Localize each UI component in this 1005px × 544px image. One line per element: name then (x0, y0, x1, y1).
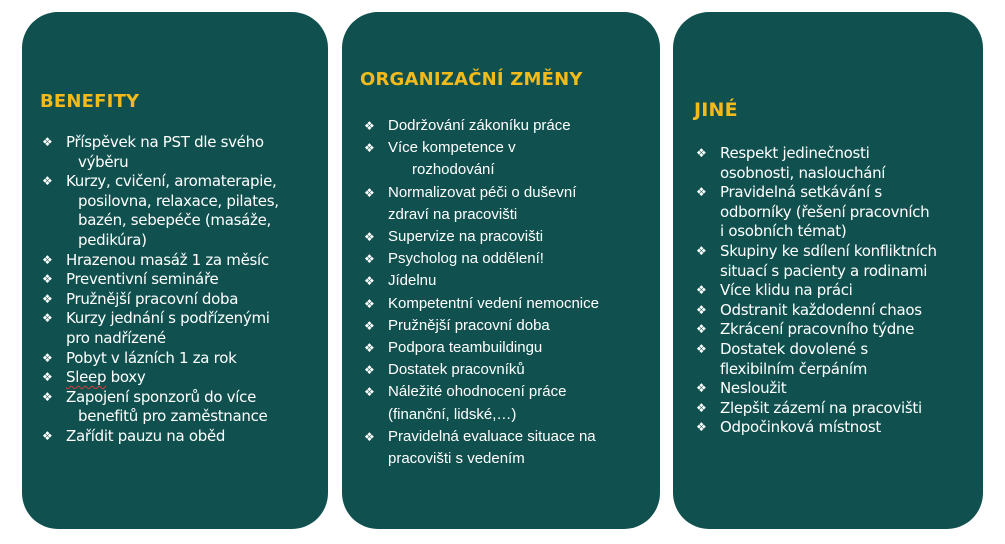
item-line: Odstranit každodenní chaos (720, 300, 922, 319)
item-line: Zapojení sponzorů do více (66, 387, 257, 406)
list-item (40, 368, 322, 388)
diamond-bullet-icon: ❖ (364, 185, 375, 200)
item-line: Pružnější pracovní doba (66, 289, 239, 308)
diamond-bullet-icon: ❖ (42, 252, 53, 267)
diamond-bullet-icon: ❖ (364, 230, 375, 245)
list-item (694, 340, 976, 379)
list-item (694, 418, 976, 438)
list-item (694, 144, 976, 183)
list-item (40, 251, 322, 271)
item-line: Psycholog na oddělení! (388, 250, 544, 268)
bullet-list (362, 115, 654, 470)
diamond-bullet-icon: ❖ (696, 302, 707, 317)
card-heading: JINÉ (694, 99, 738, 121)
list-item (362, 337, 654, 359)
diamond-bullet-icon: ❖ (42, 350, 53, 365)
item-line: i osobních témat) (720, 222, 847, 241)
item-line: Zlepšit zázemí na pracovišti (720, 398, 922, 417)
item-line: flexibilním čerpáním (720, 359, 868, 378)
diamond-bullet-icon: ❖ (42, 311, 53, 326)
item-line: Nesloužit (720, 379, 787, 398)
item-line: Kurzy, cvičení, aromaterapie, (66, 172, 277, 191)
item-line: Pružnější pracovní doba (388, 316, 550, 334)
item-text-rest: boxy (106, 368, 146, 387)
diamond-bullet-icon: ❖ (696, 185, 707, 200)
card-heading: BENEFITY (40, 91, 140, 112)
list-item (694, 281, 976, 301)
diamond-bullet-icon: ❖ (42, 389, 53, 404)
card-benefity (22, 12, 328, 529)
list-item (362, 293, 654, 315)
diamond-bullet-icon: ❖ (696, 146, 707, 160)
list-item (40, 349, 322, 369)
list-item (694, 301, 976, 321)
diamond-bullet-icon: ❖ (364, 119, 375, 133)
diamond-bullet-icon: ❖ (364, 385, 375, 400)
list-item (40, 133, 322, 172)
list-item (362, 426, 654, 470)
diamond-bullet-icon: ❖ (696, 243, 707, 258)
item-line: Pravidelná setkávání s (720, 183, 882, 202)
card-organizacni-zmeny (342, 12, 660, 529)
list-item (40, 172, 322, 250)
item-line: Odpočinková místnost (720, 418, 881, 437)
item-line: Pravidelná evaluace situace na (388, 427, 596, 445)
item-line: bazén, sebepéče (masáže, (78, 211, 271, 230)
item-line: výběru (78, 152, 129, 171)
diamond-bullet-icon: ❖ (42, 272, 53, 287)
list-item (362, 137, 654, 181)
item-line (66, 368, 322, 388)
list-item (40, 427, 322, 447)
item-line: Hrazenou masáž 1 za měsíc (66, 250, 269, 269)
diamond-bullet-icon: ❖ (364, 141, 375, 156)
item-line: situací s pacienty a rodinami (720, 261, 928, 280)
item-line: rozhodování (412, 161, 495, 179)
item-line: zdraví na pracovišti (388, 205, 518, 223)
diamond-bullet-icon: ❖ (364, 296, 375, 311)
item-line: Více kompetence v (388, 139, 516, 157)
diamond-bullet-icon: ❖ (696, 420, 707, 435)
item-line: Více klidu na práci (720, 281, 853, 300)
item-line: benefitů pro zaměstnance (78, 407, 268, 426)
diamond-bullet-icon: ❖ (42, 370, 53, 385)
item-line: posilovna, relaxace, pilates, (78, 191, 279, 210)
item-line: Preventivní semináře (66, 270, 219, 289)
card-heading: ORGANIZAČNÍ ZMĚNY (360, 69, 583, 90)
item-line: Dostatek pracovníků (388, 361, 525, 379)
diamond-bullet-icon: ❖ (696, 322, 707, 337)
item-line: Pobyt v lázních 1 za rok (66, 348, 237, 367)
bullet-list (694, 144, 976, 438)
item-line: pedikúra) (78, 230, 147, 249)
list-item (694, 320, 976, 340)
diamond-bullet-icon: ❖ (42, 291, 53, 306)
diamond-bullet-icon: ❖ (364, 341, 375, 356)
list-item (40, 290, 322, 310)
item-line: Dodržování zákoníku práce (388, 117, 571, 134)
card-jine (673, 12, 983, 529)
list-item (362, 381, 654, 425)
item-line: Příspěvek na PST dle svého (66, 133, 264, 151)
diamond-bullet-icon: ❖ (364, 252, 375, 267)
diamond-bullet-icon: ❖ (42, 135, 53, 149)
list-item (694, 242, 976, 281)
list-item (40, 309, 322, 348)
item-line: Kurzy jednání s podřízenými (66, 309, 270, 328)
diamond-bullet-icon: ❖ (696, 283, 707, 298)
item-line: Jídelnu (388, 272, 437, 290)
list-item (362, 248, 654, 270)
list-item (694, 399, 976, 419)
diamond-bullet-icon: ❖ (42, 428, 53, 443)
item-line: Zkrácení pracovního týdne (720, 320, 915, 339)
list-item (362, 182, 654, 226)
list-item (362, 359, 654, 381)
spellcheck-word: Sleep (66, 368, 107, 387)
diamond-bullet-icon: ❖ (364, 429, 375, 444)
item-line: Zařídit pauzu na oběd (66, 426, 226, 445)
item-line: odborníky (řešení pracovních (720, 202, 930, 221)
bullet-list (40, 133, 322, 447)
diamond-bullet-icon: ❖ (696, 381, 707, 396)
diamond-bullet-icon: ❖ (364, 363, 375, 378)
list-item (694, 379, 976, 399)
item-line: Respekt jedinečnosti (720, 144, 870, 162)
list-item (362, 226, 654, 248)
diamond-bullet-icon: ❖ (696, 400, 707, 415)
item-line: osobnosti, naslouchání (720, 163, 886, 182)
diamond-bullet-icon: ❖ (364, 318, 375, 333)
item-line: pro nadřízené (66, 328, 166, 347)
list-item (362, 315, 654, 337)
list-item (40, 388, 322, 427)
diamond-bullet-icon: ❖ (696, 341, 707, 356)
item-line: (finanční, lidské,…) (388, 405, 517, 423)
list-item (362, 115, 654, 137)
item-line: pracovišti s vedením (388, 450, 525, 468)
list-item (40, 270, 322, 290)
diamond-bullet-icon: ❖ (364, 274, 375, 289)
diamond-bullet-icon: ❖ (42, 174, 53, 189)
item-line: Podpora teambuildingu (388, 339, 543, 357)
item-line: Skupiny ke sdílení konfliktních (720, 241, 937, 260)
item-line: Normalizovat péči o duševní (388, 183, 577, 201)
item-line: Supervize na pracovišti (388, 228, 544, 246)
list-item (362, 270, 654, 292)
item-line: Dostatek dovolené s (720, 339, 868, 358)
list-item (694, 183, 976, 242)
item-line: Kompetentní vedení nemocnice (388, 294, 599, 312)
item-line: Náležité ohodnocení práce (388, 383, 567, 401)
